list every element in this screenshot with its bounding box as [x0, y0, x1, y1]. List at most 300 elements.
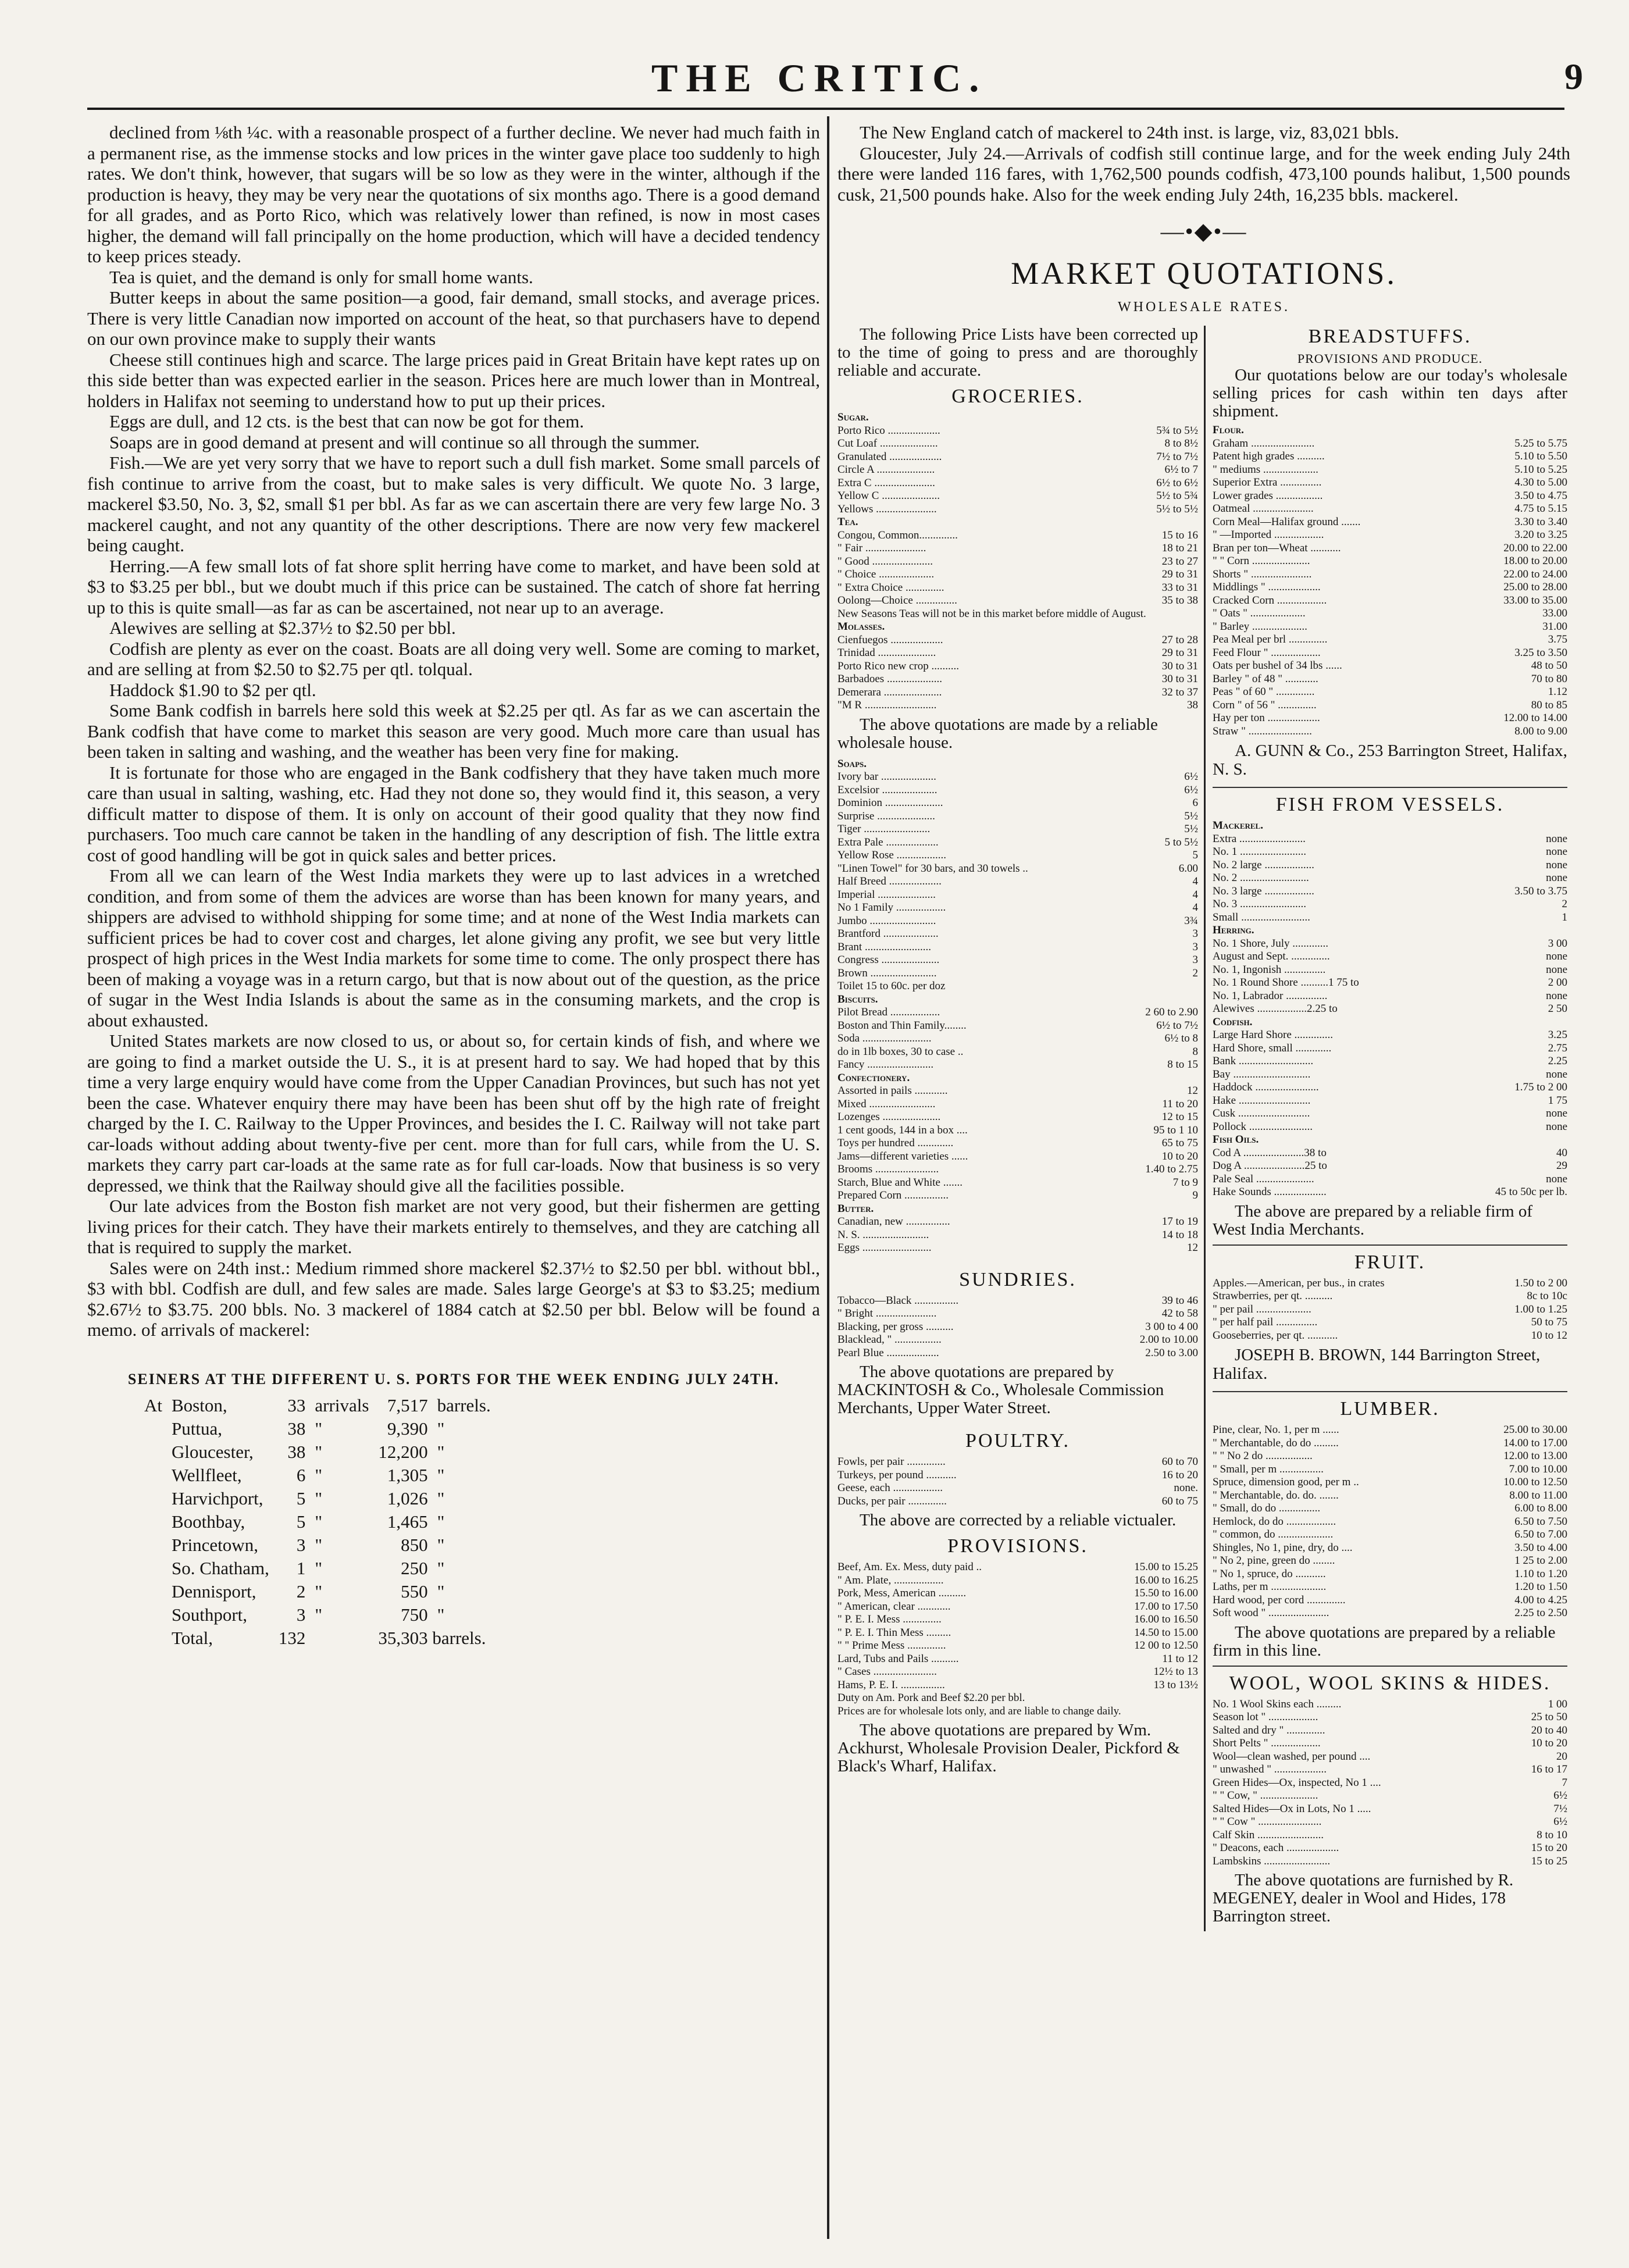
cell-barrels: 1,026: [387, 1488, 428, 1509]
item-label: No 1 Family ..................: [837, 901, 946, 914]
item-price: 48 to 50: [1531, 659, 1567, 672]
price-row: [1213, 633, 1567, 647]
item-label: " Small, do do ...............: [1213, 1502, 1321, 1514]
category-label: Biscuits.: [837, 993, 878, 1005]
section-rule: [1213, 1391, 1567, 1392]
cell-unit: ": [437, 1418, 445, 1439]
fishing-report: [837, 122, 1570, 205]
breadstuffs-subtitle: PROVISIONS AND PRODUCE.: [1297, 351, 1483, 366]
item-price: 2.50 to 3.00: [1145, 1346, 1198, 1359]
item-label: " Am. Plate, ..................: [837, 1574, 944, 1586]
item-label: Jams—different varieties ......: [837, 1150, 968, 1162]
item-label: Small .........................: [1213, 911, 1310, 923]
item-label: Oats per bushel of 34 lbs ......: [1213, 659, 1342, 672]
article-paragraph: United States markets are now closed to us, or about so, for certain kinds of fish, and where we are going to find a market outside the U. S., it is at present hard to say. We had hoped that by this time a very large enquiry would have come from the Upper Canadian Provinces, but such has not yet been the case. Whatever enquiry there may have been has been shut off by the high rate of freight charged by the I. C. Railway to the Upper Provinces, and besides the I. C. Railway will not take part car-loads without adding about twenty-five per cent. more than for full cars, while from the U. S. markets they carry part car-loads at the same rate as for full car-loads. Now that business is so very depressed, we think that the Railway should give all the facilities possible.: [87, 1030, 820, 1196]
price-row: [1213, 1855, 1567, 1868]
item-label: Shingles, No 1, pine, dry, do ....: [1213, 1541, 1353, 1554]
price-row: [1213, 607, 1567, 621]
item-label: "M R ..........................: [837, 699, 937, 711]
price-row: [837, 1176, 1198, 1190]
item-label: Hams, P. E. I. ................: [837, 1678, 945, 1691]
item-label: Starch, Blue and White .......: [837, 1176, 963, 1189]
item-label: Demerara .....................: [837, 686, 942, 698]
item-price: 27 to 28: [1161, 633, 1198, 646]
cell-prefix: At: [144, 1395, 162, 1415]
item-price: 13 to 13½: [1153, 1678, 1198, 1691]
article-paragraph: Eggs are dull, and 12 cts. is the best that can now be got for them.: [109, 411, 584, 432]
item-label: Short Pelts " ..................: [1213, 1737, 1321, 1749]
item-price: 2.25: [1548, 1055, 1567, 1067]
item-price: 5.10 to 5.50: [1514, 450, 1567, 462]
item-label: Boston and Thin Family........: [837, 1019, 967, 1032]
cell-prefix: [140, 1557, 167, 1580]
price-row: [1213, 712, 1567, 725]
item-label: Feed Flour " ..................: [1213, 646, 1321, 659]
market-quotations-title: MARKET QUOTATIONS.: [1011, 256, 1397, 291]
item-label: Granulated ...................: [837, 450, 942, 463]
total-row: [140, 1627, 496, 1650]
item-label: Yellow Rose ..................: [837, 849, 947, 861]
item-label: " P. E. I. Mess ..............: [837, 1613, 942, 1625]
item-label: Mixed ........................: [837, 1097, 936, 1110]
item-price: 2.00 to 10.00: [1139, 1333, 1198, 1346]
item-label: " " Cow " .......................: [1213, 1816, 1322, 1828]
item-label: " " No 2 do .................: [1213, 1450, 1313, 1462]
item-price: 2: [1562, 898, 1567, 910]
item-price: 31.00: [1542, 620, 1567, 633]
price-row: [837, 797, 1198, 810]
price-row: [837, 477, 1198, 490]
price-row: [1213, 1003, 1567, 1016]
item-price: 38: [1187, 699, 1198, 711]
cell-prefix: [140, 1510, 167, 1534]
price-row: [837, 1307, 1198, 1321]
item-label: " common, do ....................: [1213, 1528, 1334, 1540]
item-label: Straw " .......................: [1213, 725, 1312, 737]
table-row: [140, 1557, 496, 1580]
item-price: [1192, 621, 1198, 634]
item-label: Corn Meal—Halifax ground .......: [1213, 515, 1361, 528]
groceries-title: GROCERIES.: [951, 386, 1084, 407]
price-row: [1213, 581, 1567, 594]
item-label: Barbadoes ....................: [837, 673, 942, 685]
cell-barrels: 850: [401, 1534, 428, 1555]
price-row: [1213, 833, 1567, 846]
item-price: none: [1546, 989, 1567, 1002]
item-price: 9: [1192, 1189, 1198, 1201]
price-row: [1213, 1094, 1567, 1108]
item-label: Ducks, per pair ..............: [837, 1495, 947, 1507]
item-price: 45 to 50c per lb.: [1495, 1186, 1567, 1198]
item-price: 20 to 40: [1531, 1724, 1567, 1736]
price-row: [1213, 1133, 1567, 1147]
item-price: [1192, 1203, 1198, 1216]
item-price: 6½ to 7: [1164, 463, 1198, 476]
provisions-list: [837, 1561, 1198, 1718]
price-row: [1213, 872, 1567, 885]
item-price: 15 to 20: [1531, 1842, 1567, 1854]
item-label: Extra ........................: [1213, 832, 1306, 845]
item-label: No. 1 ........................: [1213, 846, 1306, 858]
price-row: [837, 1137, 1198, 1150]
cell-unit: ": [437, 1581, 445, 1602]
item-price: 29 to 31: [1161, 568, 1198, 580]
fish-title: FISH FROM VESSELS.: [1275, 794, 1505, 815]
item-price: 15.00 to 15.25: [1134, 1561, 1198, 1573]
item-price: 4: [1192, 888, 1198, 901]
price-row: [1213, 1816, 1567, 1829]
item-label: Eggs .........................: [837, 1242, 932, 1254]
article-paragraph: Sales were on 24th inst.: Medium rimmed shore mackerel $2.37½ to $2.50 per bbl. without bbl., $3 with bbl. Codfish are dull, and few sales are made. Sales large George's at $3 to $3.25; medium $2.67½ to $3.75. 200 bbls. No. 3 mackerel of 1884 catch at $2.50 per bbl. Below will be found a memo. of arrivals of mackerel:: [87, 1257, 820, 1340]
price-row: [1213, 1173, 1567, 1186]
item-price: 10 to 20: [1531, 1737, 1567, 1749]
price-row: [1213, 846, 1567, 859]
cell-prefix: [140, 1580, 167, 1603]
item-price: 2: [1192, 967, 1198, 979]
report-paragraph: Gloucester, July 24.—Arrivals of codfish still continue large, and for the week ending July 24th there were landed 116 fares, with 1,762,500 pounds codfish, 473,100 pounds halibut, 1,500 pounds cusk, 21,500 pounds hake. Also for the week ending July 24th, 16,235 bbls. mackerel.: [837, 142, 1570, 205]
right-column: [837, 122, 1570, 2239]
item-label: Congress .....................: [837, 954, 940, 966]
item-label: No. 1 Wool Skins each .........: [1213, 1698, 1342, 1710]
price-row: [1213, 476, 1567, 490]
item-price: [1192, 758, 1198, 771]
lumber-list: [1213, 1424, 1567, 1620]
price-row: [1213, 1515, 1567, 1529]
item-label: Laths, per m ....................: [1213, 1581, 1327, 1593]
table-row: [140, 1417, 496, 1440]
price-row: [837, 1124, 1198, 1137]
item-label: Alewives ..................2.25 to: [1213, 1003, 1338, 1015]
price-row: [1213, 1829, 1567, 1842]
lumber-title: LUMBER.: [1340, 1398, 1440, 1420]
item-price: 3: [1192, 954, 1198, 966]
price-row: [837, 1229, 1198, 1242]
price-row: [1213, 1777, 1567, 1790]
item-price: 12: [1187, 1242, 1198, 1254]
item-label: Blacklead, " .................: [837, 1333, 942, 1346]
price-row: [1213, 1055, 1567, 1068]
article-paragraph: Tea is quiet, and the demand is only for small home wants.: [109, 266, 533, 287]
price-row: [837, 660, 1198, 673]
item-price: 1.12: [1548, 686, 1567, 698]
price-row: [1213, 1698, 1567, 1711]
seiners-table-section: [87, 1371, 820, 1650]
item-label: Jumbo ........................: [837, 914, 936, 927]
item-label: Hard wood, per cord ..............: [1213, 1593, 1346, 1606]
price-row: [1213, 1316, 1567, 1329]
item-price: 6½ to 8: [1164, 1032, 1198, 1044]
item-price: 1.40 to 2.75: [1145, 1163, 1198, 1175]
item-price: 1.00 to 1.25: [1514, 1303, 1567, 1315]
article-paragraph: Haddock $1.90 to $2 per qtl.: [109, 679, 316, 700]
item-label: " Small, per m ................: [1213, 1463, 1324, 1475]
flour-list: [1213, 424, 1567, 738]
item-price: 1: [1562, 911, 1567, 923]
price-row: [1213, 437, 1567, 451]
item-label: " No 1, spruce, do ...........: [1213, 1567, 1326, 1580]
item-price: 18 to 21: [1161, 542, 1198, 554]
price-row: [837, 1085, 1198, 1098]
item-label: Cienfuegos ...................: [837, 633, 943, 646]
category-label: Herring.: [1213, 924, 1254, 936]
price-row: [1213, 490, 1567, 503]
item-price: 2.75: [1548, 1042, 1567, 1054]
item-label: Lambskins ........................: [1213, 1855, 1331, 1867]
article-paragraph: Some Bank codfish in barrels here sold this week at $2.25 per qtl. As far as we can ascertain the Bank codfish that have come to market this season are very good. Much more care than usual has been taken in salting and washing, and the weather has been very fine for making.: [87, 700, 820, 762]
price-row: [1213, 911, 1567, 925]
price-row: [837, 810, 1198, 823]
item-label: Cod A ......................38 to: [1213, 1146, 1327, 1159]
price-row: [1213, 1803, 1567, 1816]
item-label: Pale Seal .....................: [1213, 1172, 1314, 1185]
quotations-intro: The following Price Lists have been corrected up to the time of going to press and are thoroughly reliable and accurate.: [837, 325, 1198, 380]
item-label: " Merchantable, do. do. .......: [1213, 1489, 1339, 1502]
price-row: [837, 1679, 1198, 1692]
item-price: none.: [1174, 1482, 1198, 1494]
cell-port: Gloucester,: [172, 1441, 254, 1462]
cell-count: 38: [287, 1441, 306, 1462]
item-label: Salted and dry " ..............: [1213, 1724, 1325, 1736]
item-price: 3.50 to 4.00: [1514, 1541, 1567, 1554]
cell-count: 5: [296, 1488, 306, 1509]
price-row: [1213, 819, 1567, 833]
item-price: 4.30 to 5.00: [1514, 476, 1567, 488]
item-label: Patent high grades ..........: [1213, 450, 1325, 462]
cell-port: Princetown,: [172, 1534, 258, 1555]
price-row: [1213, 1737, 1567, 1750]
item-price: 16 to 20: [1161, 1468, 1198, 1481]
item-label: Spruce, dimension good, per m ..: [1213, 1476, 1359, 1488]
spacer: [140, 1627, 167, 1650]
price-row: [837, 915, 1198, 928]
price-row: [1213, 1147, 1567, 1160]
price-row: [837, 1333, 1198, 1347]
item-label: Pollock .......................: [1213, 1120, 1313, 1133]
article-paragraph: Codfish are plenty as ever on the coast. Boats are all doing very well. Some are coming to market, and are selling at from $2.50 to $2.75 per qtl. tolqual.: [87, 638, 820, 679]
price-row: [1213, 1750, 1567, 1764]
item-label: " No 2, pine, green do ........: [1213, 1554, 1335, 1567]
price-row: [837, 634, 1198, 647]
price-row: [1213, 450, 1567, 463]
item-label: Season lot " ..................: [1213, 1711, 1318, 1723]
category-label: Fish Oils.: [1213, 1133, 1259, 1146]
item-price: 7½: [1553, 1802, 1567, 1815]
item-price: 1.75 to 2 00: [1514, 1081, 1567, 1093]
item-price: [1192, 411, 1198, 425]
item-label: Toys per hundred .............: [837, 1137, 954, 1149]
item-price: 6.50 to 7.00: [1514, 1528, 1567, 1540]
cell-unit: ": [437, 1464, 445, 1485]
article-paragraph: Soaps are in good demand at present and will continue so all through the summer.: [109, 432, 700, 452]
table-row: [140, 1510, 496, 1534]
price-row: [1213, 937, 1567, 951]
price-row: [837, 1482, 1198, 1495]
item-label: " per pail ....................: [1213, 1303, 1311, 1315]
item-price: 8.00 to 11.00: [1509, 1489, 1567, 1502]
item-label: 1 cent goods, 144 in a box ....: [837, 1124, 968, 1136]
item-price: 1 00: [1548, 1698, 1567, 1710]
item-label: Duty on Am. Pork and Beef $2.20 per bbl.: [837, 1692, 1025, 1704]
article-paragraph: Herring.—A few small lots of fat shore split herring have come to market, and have been sold at $3 to $3.25 per bbl., but we doubt much if this price can be sustained. The catch of shore fat herring up to this is quite small—as far as can be ascertained, not near up to an average.: [87, 555, 820, 618]
item-price: 5 to 5½: [1164, 836, 1198, 848]
item-label: Prices are for wholesale lots only, and are liable to change daily.: [837, 1704, 1121, 1717]
item-price: 70 to 80: [1531, 672, 1567, 685]
section-rule: [1213, 1666, 1567, 1667]
price-row: [1213, 1029, 1567, 1042]
item-price: 60 to 75: [1161, 1495, 1198, 1507]
price-row: [837, 699, 1198, 712]
cell-prefix: [140, 1417, 167, 1440]
item-price: 6.00: [1178, 862, 1198, 875]
cell-barrels: 12,200: [378, 1441, 428, 1462]
item-price: 3.75: [1548, 633, 1567, 646]
item-label: Hemlock, do do ..................: [1213, 1515, 1336, 1528]
price-row: [837, 1295, 1198, 1308]
price-row: [837, 954, 1198, 967]
price-row: [837, 673, 1198, 686]
item-label: Strawberries, per qt. ..........: [1213, 1290, 1333, 1302]
item-price: [1192, 516, 1198, 529]
price-row: [1213, 976, 1567, 990]
item-price: 15 to 25: [1531, 1855, 1567, 1867]
item-price: 2.25 to 2.50: [1514, 1607, 1567, 1619]
item-price: [1192, 1072, 1198, 1085]
price-row: [837, 1705, 1198, 1718]
cell-barrels: 1,305: [387, 1464, 428, 1485]
item-price: 30 to 31: [1161, 673, 1198, 685]
price-row: [837, 875, 1198, 889]
price-row: [837, 1561, 1198, 1574]
item-price: 6½ to 7½: [1156, 1019, 1198, 1032]
item-price: 3.30 to 3.40: [1514, 515, 1567, 528]
item-label: Surprise .....................: [837, 810, 935, 822]
item-label: Yellow C .....................: [837, 490, 940, 502]
price-row: [837, 784, 1198, 797]
cell-count: 33: [287, 1395, 306, 1415]
table-row: [140, 1487, 496, 1510]
price-row: [837, 411, 1198, 425]
price-row: [837, 1347, 1198, 1360]
item-price: none: [1546, 1172, 1567, 1185]
price-row: [1213, 1528, 1567, 1542]
price-row: [837, 1111, 1198, 1124]
item-price: 3 00: [1548, 937, 1567, 950]
item-price: 5½: [1184, 810, 1198, 822]
price-row: [1213, 1711, 1567, 1724]
cell-arr: ": [315, 1604, 323, 1625]
price-row: [837, 582, 1198, 595]
item-price: [1192, 1705, 1198, 1718]
price-row: [837, 758, 1198, 771]
item-price: 8: [1192, 1045, 1198, 1058]
item-price: 17.00 to 17.50: [1134, 1600, 1198, 1613]
item-label: Pork, Mess, American ..........: [837, 1587, 967, 1599]
item-price: 20: [1556, 1750, 1567, 1763]
item-label: Toilet 15 to 60c. per doz: [837, 980, 946, 992]
item-price: 5¾ to 5½: [1156, 424, 1198, 437]
item-label: " mediums ....................: [1213, 463, 1318, 476]
item-price: 3.25 to 3.50: [1514, 646, 1567, 659]
category-label: Soaps.: [837, 757, 867, 770]
price-row: [1213, 859, 1567, 872]
column-divider: [827, 116, 829, 2239]
item-label: Shorts " ......................: [1213, 568, 1312, 580]
price-row: [1213, 1554, 1567, 1568]
item-price: 5.25 to 5.75: [1514, 437, 1567, 450]
price-row: [1213, 1016, 1567, 1029]
item-price: 23 to 27: [1161, 555, 1198, 568]
item-price: 32 to 37: [1161, 686, 1198, 698]
item-label: N. S. ........................: [837, 1228, 929, 1241]
cell-arr: ": [315, 1488, 323, 1509]
price-row: [1213, 502, 1567, 516]
table-row: [140, 1580, 496, 1603]
item-price: 2 00: [1548, 976, 1567, 989]
price-row: [1213, 1476, 1567, 1489]
price-row: [1213, 542, 1567, 555]
item-price: 15.50 to 16.00: [1134, 1587, 1198, 1599]
category-label: Sugar.: [837, 411, 869, 423]
wool-title: WOOL, WOOL SKINS & HIDES.: [1229, 1672, 1551, 1694]
cell-prefix: [140, 1440, 167, 1464]
item-price: 35 to 38: [1161, 594, 1198, 607]
fruit-firm: JOSEPH B. BROWN, 144 Barrington Street, Halifax.: [1213, 1346, 1541, 1383]
item-price: 39 to 46: [1161, 1294, 1198, 1307]
price-row: [1213, 1329, 1567, 1343]
item-price: none: [1546, 872, 1567, 884]
item-label: Soft wood " ......................: [1213, 1607, 1329, 1619]
item-label: Porto Rico ...................: [837, 424, 940, 437]
item-label: No. 3 large ..................: [1213, 885, 1314, 897]
article-paragraph: Butter keeps in about the same position—a good, fair demand, small stocks, and average prices. There is very little Canadian now imported on account of the heat, so that purchasers have to depend on our own province make to supply their wants: [87, 287, 820, 349]
price-row: [837, 1215, 1198, 1229]
cell-barrels: 550: [401, 1581, 428, 1602]
item-price: [1562, 819, 1567, 833]
poultry-title: POULTRY.: [965, 1430, 1070, 1452]
price-row: [837, 1032, 1198, 1046]
price-row: [837, 529, 1198, 543]
item-label: " unwashed " ...................: [1213, 1763, 1327, 1775]
item-label: Extra Pale ...................: [837, 836, 939, 848]
item-label: Trinidad .....................: [837, 647, 936, 659]
price-row: [837, 1653, 1198, 1666]
price-row: [837, 1203, 1198, 1216]
price-row: [837, 1189, 1198, 1203]
price-row: [837, 608, 1198, 621]
item-price: [1192, 1692, 1198, 1705]
price-row: [837, 555, 1198, 569]
category-label: Butter.: [837, 1202, 874, 1215]
page-number: 9: [1564, 56, 1583, 97]
price-row: [1213, 1303, 1567, 1317]
item-price: 11 to 20: [1162, 1097, 1198, 1110]
price-row: [1213, 529, 1567, 542]
price-row: [1213, 924, 1567, 937]
item-price: 7: [1562, 1776, 1567, 1789]
cell-arr: arrivals: [315, 1395, 369, 1415]
price-row: [1213, 463, 1567, 477]
item-label: " Deacons, each ...................: [1213, 1842, 1339, 1854]
item-label: Hake ..........................: [1213, 1094, 1311, 1107]
category-label: Confectionery.: [837, 1071, 910, 1084]
price-row: [1213, 647, 1567, 660]
cell-barrels: 1,465: [387, 1511, 428, 1532]
price-row: [837, 425, 1198, 438]
price-row: [1213, 1424, 1567, 1437]
item-label: Hay per ton ...................: [1213, 712, 1320, 724]
cell-unit: ": [437, 1488, 445, 1509]
item-label: Large Hard Shore ..............: [1213, 1029, 1334, 1041]
